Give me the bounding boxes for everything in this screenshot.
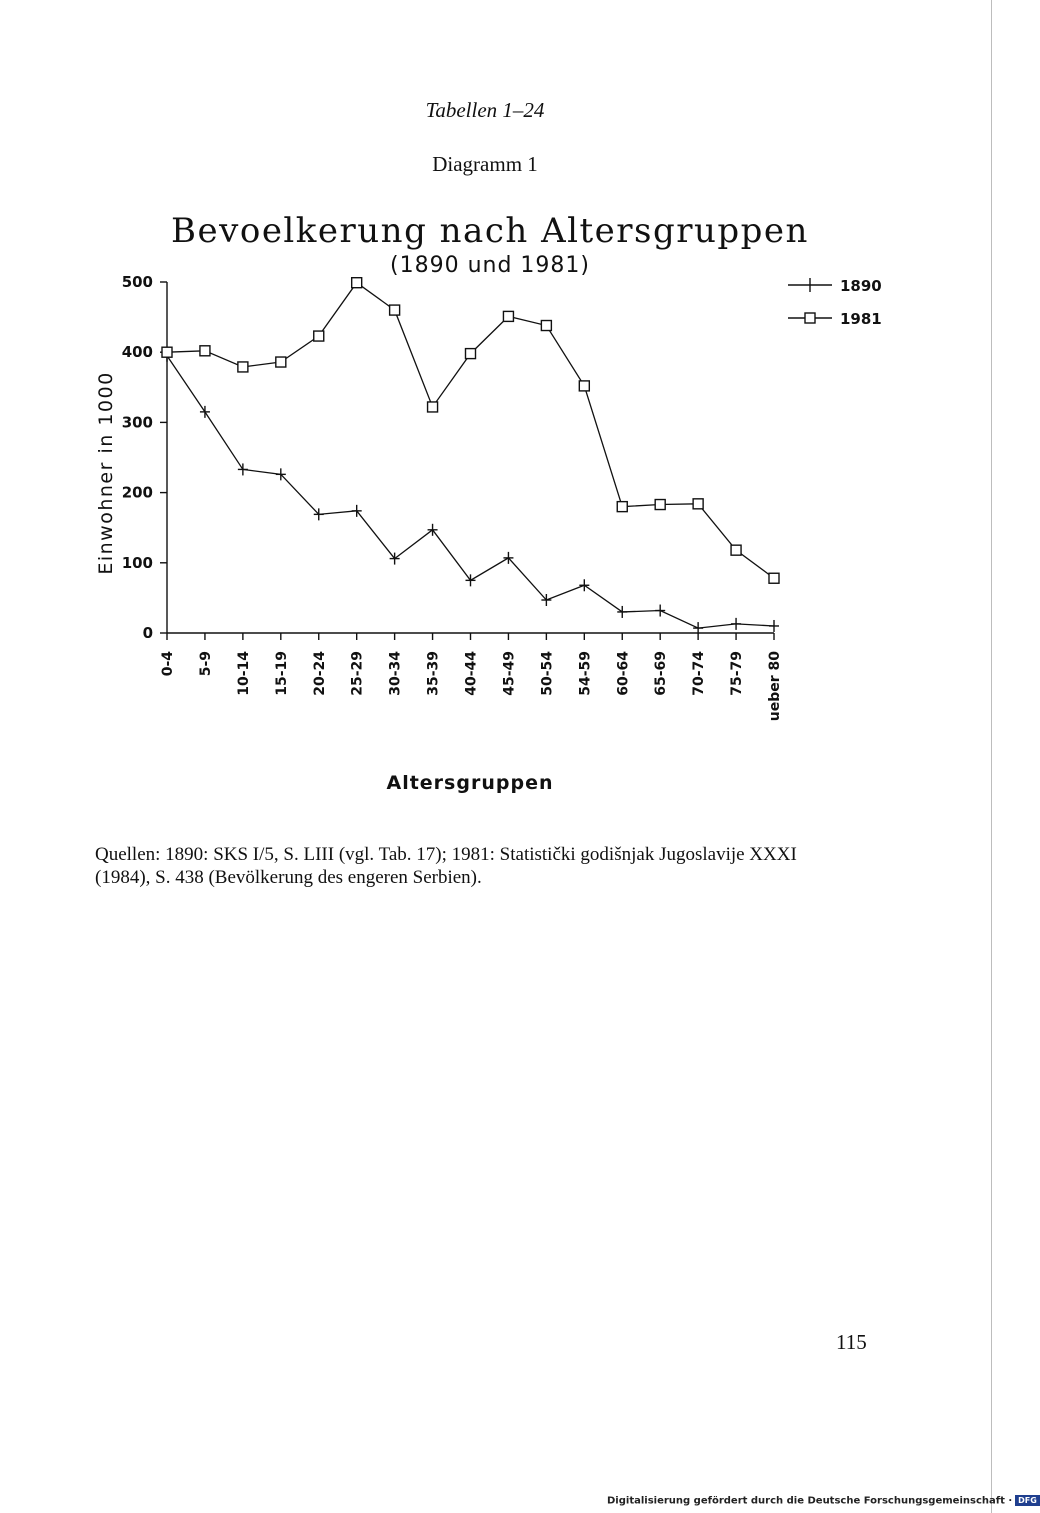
- x-tick-label: ueber 80: [767, 651, 783, 722]
- diagram-label: Diagramm 1: [432, 152, 538, 176]
- source-caption: [95, 843, 875, 889]
- dfg-logo: DFG: [1015, 1495, 1040, 1506]
- y-tick-label: 100: [121, 553, 153, 572]
- x-tick-label: 50-54: [539, 651, 556, 696]
- marker-square-1981: [390, 305, 400, 315]
- marker-square-1981: [731, 545, 741, 555]
- footer-text: Digitalisierung gefördert durch die Deutsche Forschungsgemeinschaft ·: [607, 1495, 1013, 1507]
- x-tick-label: 0-4: [160, 651, 176, 677]
- marker-square-1981: [541, 321, 551, 331]
- x-tick-label: 5-9: [197, 651, 214, 677]
- legend-label-1981: 1981: [840, 310, 882, 328]
- series-markers: [162, 278, 779, 634]
- x-tick-label: 40-44: [463, 651, 480, 696]
- marker-square-1981: [276, 357, 286, 367]
- page-number: 115: [836, 1330, 867, 1354]
- marker-square-1981: [352, 278, 362, 288]
- marker-plus-1890: [617, 606, 627, 618]
- y-tick-label: 400: [121, 343, 153, 362]
- marker-square-1981: [428, 402, 438, 412]
- x-tick-label: 25-29: [349, 651, 366, 696]
- marker-square-1981: [238, 362, 248, 372]
- chart-subtitle: (1890 und 1981): [390, 253, 590, 278]
- marker-plus-1890: [655, 605, 665, 617]
- caption-line-2: (1984), S. 438 (Bevölkerung des engeren Serbien).: [95, 867, 482, 888]
- footer-credit: [607, 1495, 1040, 1507]
- marker-square-1981: [503, 311, 513, 321]
- x-tick-label: 70-74: [691, 651, 708, 696]
- marker-square-1981: [693, 499, 703, 509]
- marker-square-1981: [617, 502, 627, 512]
- series-line-1890: [167, 356, 774, 628]
- marker-square-1981: [769, 573, 779, 583]
- population-line-chart: [0, 200, 1000, 760]
- caption-line-1: Quellen: 1890: SKS I/5, S. LIII (vgl. Tab. 17); 1981: Statistički godišnjak Jugoslavije XXXI: [95, 844, 797, 865]
- tick-labels: [122, 273, 783, 721]
- legend-label-1890: 1890: [840, 277, 882, 295]
- y-tick-label: 0: [142, 624, 153, 642]
- chart-title: Bevoelkerung nach Altersgruppen: [171, 211, 809, 251]
- marker-square-1981: [466, 349, 476, 359]
- x-tick-label: 10-14: [235, 651, 252, 696]
- x-tick-label: 65-69: [653, 651, 670, 696]
- x-tick-label: 60-64: [615, 651, 632, 696]
- running-header: Tabellen 1–24: [425, 98, 545, 122]
- x-tick-label: 35-39: [425, 651, 442, 696]
- marker-square-1981: [314, 331, 324, 341]
- marker-plus-1890: [579, 579, 589, 591]
- x-tick-label: 54-59: [577, 651, 594, 696]
- x-tick-label: 15-19: [273, 651, 290, 696]
- marker-square-1981: [579, 381, 589, 391]
- marker-plus-1890: [731, 618, 741, 630]
- marker-square-1981: [655, 500, 665, 510]
- y-tick-label: 200: [121, 483, 153, 502]
- y-axis-label: Einwohner in 1000: [95, 371, 117, 575]
- y-tick-label: 500: [121, 273, 153, 291]
- x-axis-label: Altersgruppen: [386, 772, 554, 794]
- x-tick-label: 20-24: [311, 651, 328, 696]
- x-tick-label: 45-49: [501, 651, 518, 696]
- marker-square-1981: [200, 346, 210, 356]
- series-line-1981: [167, 283, 774, 579]
- legend: [788, 277, 882, 328]
- marker-plus-1890: [769, 620, 779, 632]
- x-tick-label: 30-34: [387, 651, 404, 696]
- axes: [160, 282, 774, 640]
- marker-square-1981: [162, 347, 172, 357]
- marker-plus-1890: [693, 622, 703, 634]
- y-tick-label: 300: [121, 413, 153, 432]
- x-tick-label: 75-79: [729, 651, 746, 696]
